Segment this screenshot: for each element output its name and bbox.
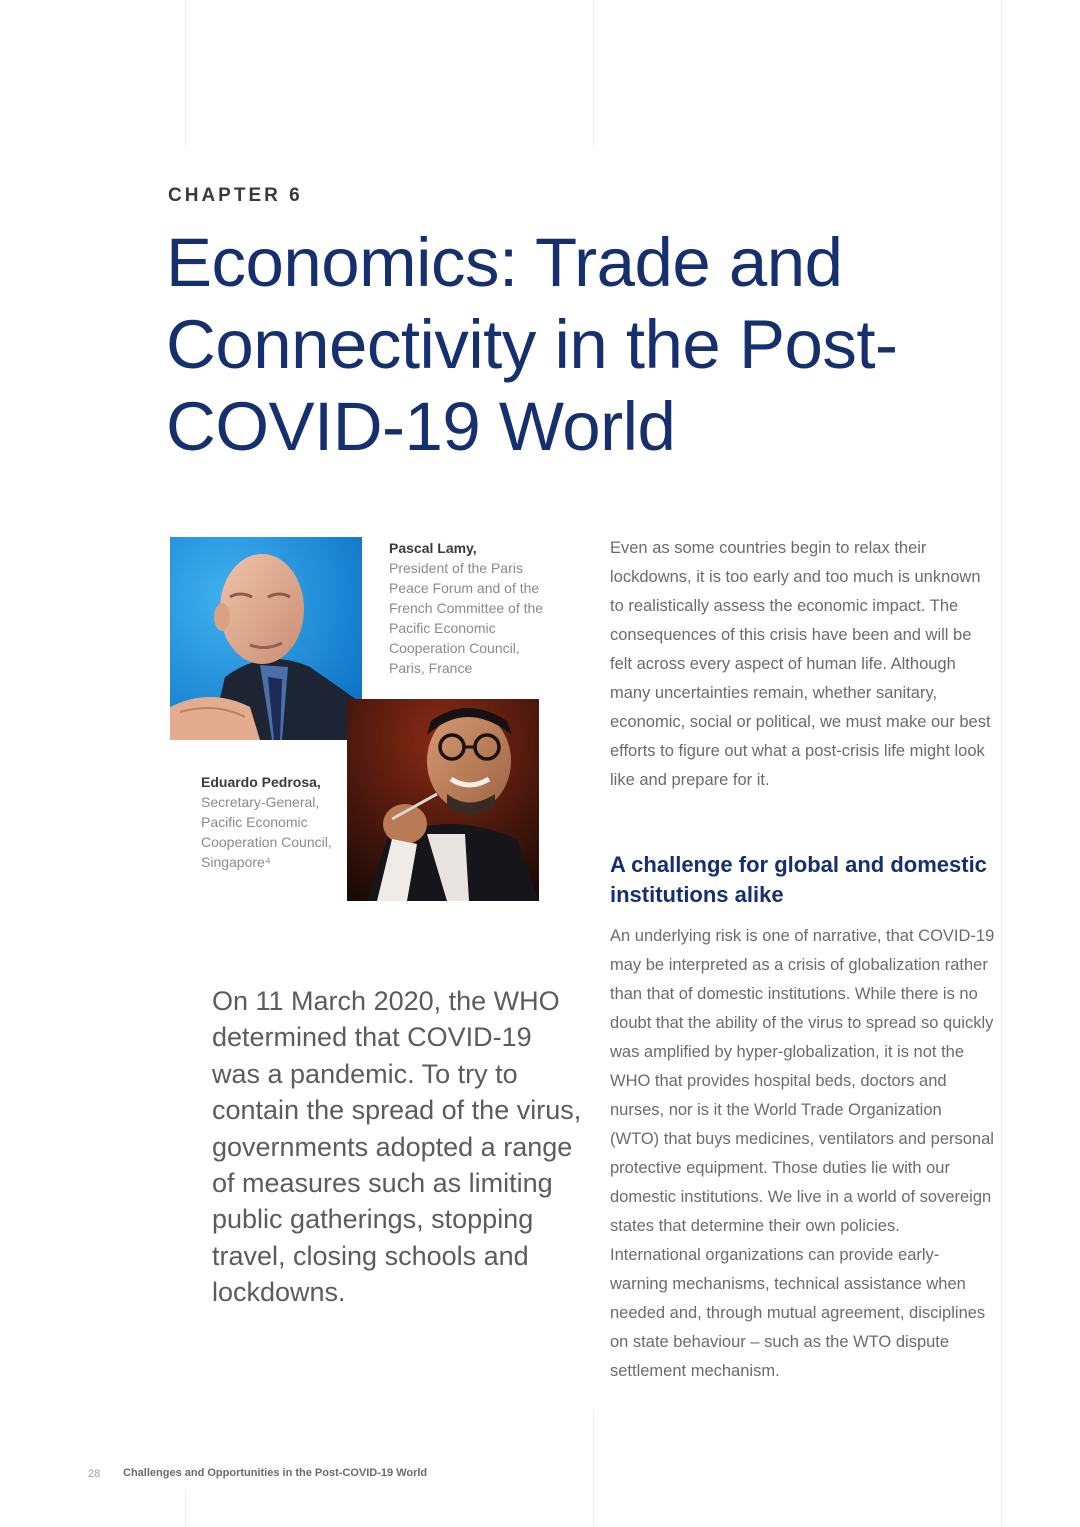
caption-role-pedrosa: Secretary-General, Pacific Economic Cooperation Council, Singapore⁴	[201, 794, 332, 870]
caption-eduardo-pedrosa	[201, 772, 341, 872]
caption-name-lamy: Pascal Lamy,	[389, 540, 477, 556]
caption-pascal-lamy	[389, 538, 549, 678]
caption-name-pedrosa: Eduardo Pedrosa,	[201, 774, 321, 790]
portrait-eduardo-pedrosa-image	[347, 699, 539, 901]
caption-role-lamy: President of the Paris Peace Forum and of the French Committee of the Pacific Economic Cooperation Council, Paris, France	[389, 560, 544, 676]
column-guide-center	[593, 0, 594, 148]
body-paragraph-1: Even as some countries begin to relax their lockdowns, it is too early and too much is unknown to realistically assess the economic impact. The consequences of this crisis have been and will be felt across every aspect of human life. Although many uncertainties remain, whether sanitary, economic, social or political, we must make our best efforts to figure out what a post-crisis life might look like and prepare for it.	[610, 539, 991, 789]
body-paragraph-2: An underlying risk is one of narrative, that COVID-19 may be interpreted as a crisis of globalization rather than that of domestic institutions. While there is no doubt that the ability of the virus to spread so quickly was amplified by hyper-globalization, it is not the WHO that provides hospital beds, doctors and nurses, nor is it the World Trade Organization (WTO) that buys medicines, ventilators and personal protective equipment. Those duties lie with our domestic institutions. We live in a world of sovereign states that determine their own policies. International organizations can provide early-warning mechanisms, technical assistance when needed and, through mutual agreement, disciplines on state behaviour – such as the WTO dispute settlement mechanism.	[610, 927, 995, 1380]
chapter-label: CHAPTER 6	[168, 185, 303, 206]
footer-publication-title: Challenges and Opportunities in the Post-COVID-19 World	[123, 1467, 428, 1479]
column-guide-left	[185, 0, 186, 148]
column-guide-right	[1001, 0, 1002, 1527]
pull-quote: On 11 March 2020, the WHO determined that COVID-19 was a pandemic. To try to contain the spread of the virus, governments adopted a range of measures such as limiting public gatherings, stopping travel, closing schools and lockdowns.	[212, 986, 582, 1308]
portrait-eduardo-pedrosa	[347, 699, 539, 901]
column-guide-center-lower	[593, 1410, 594, 1527]
page-title: Economics: Trade and Connectivity in the Post-COVID-19 World	[166, 224, 898, 465]
page-number: 28	[88, 1468, 101, 1480]
section-subheading: A challenge for global and domestic institutions alike	[610, 852, 987, 907]
column-guide-left-lower	[185, 1490, 186, 1527]
portrait-pascal-lamy	[170, 537, 362, 740]
portrait-pascal-lamy-image	[170, 537, 362, 740]
